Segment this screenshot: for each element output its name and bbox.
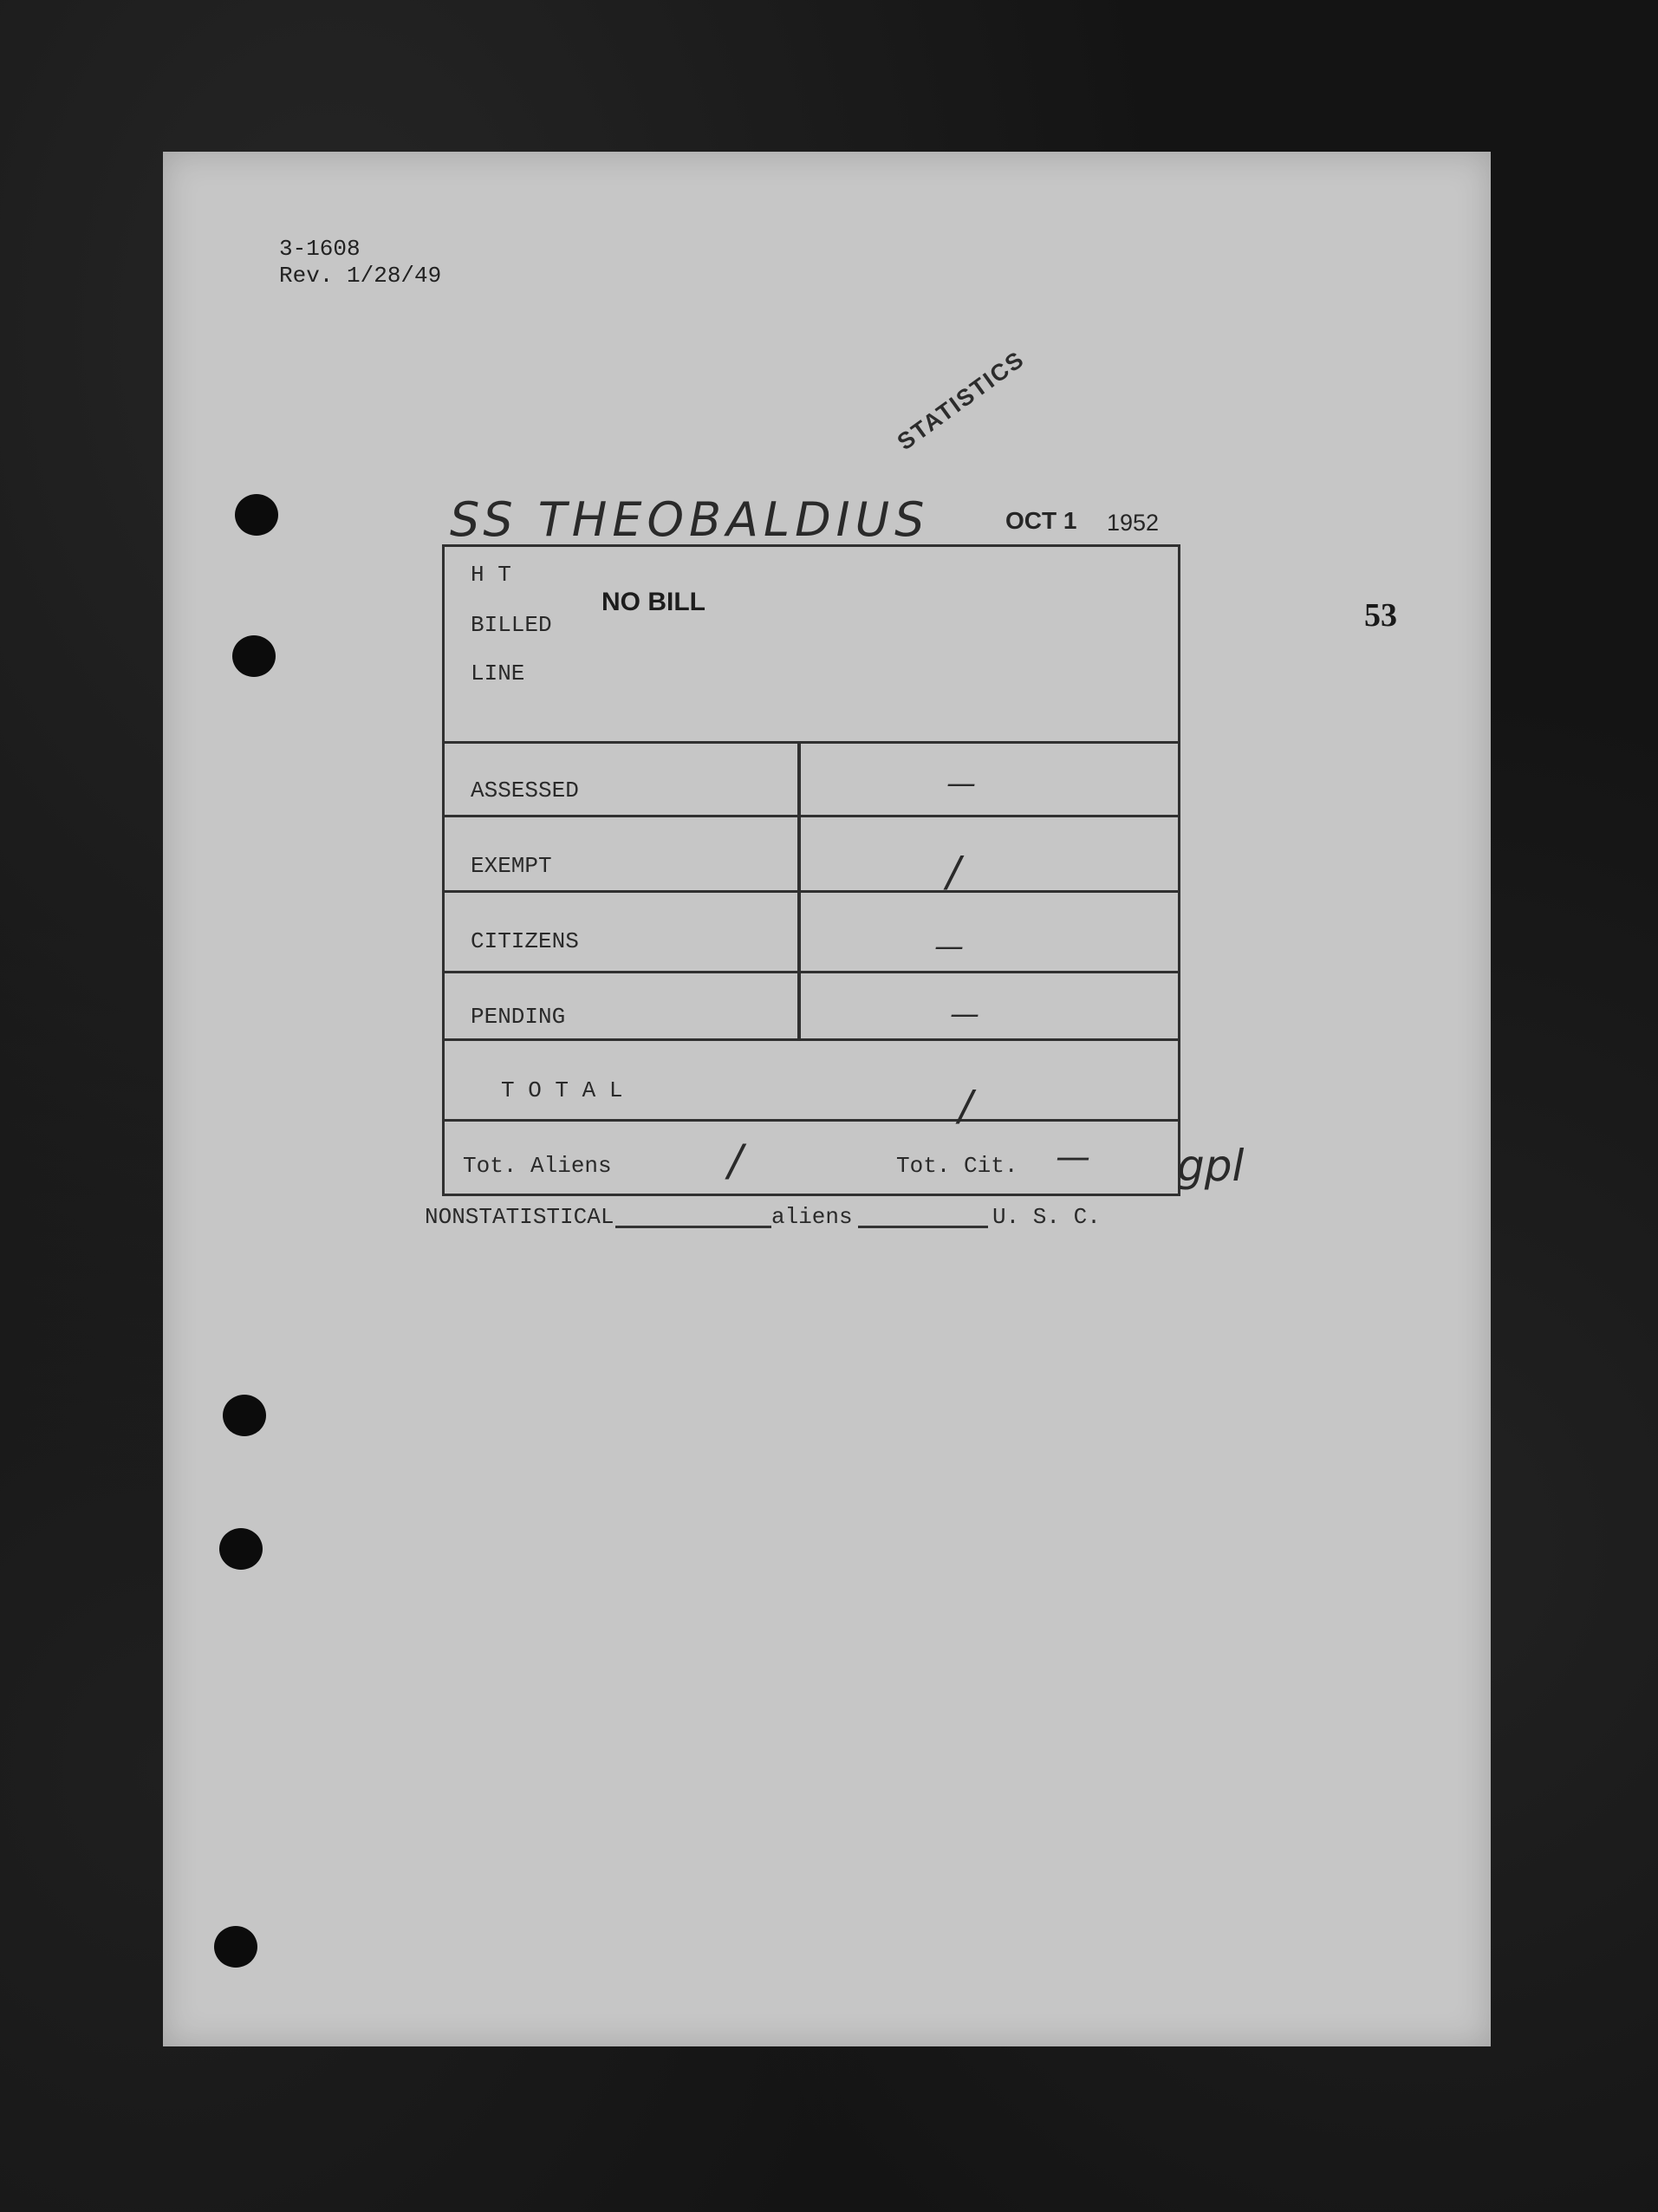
- assessed-value: —: [946, 766, 976, 801]
- form-number: 3-1608: [279, 236, 361, 262]
- no-bill-stamp: NO BILL: [601, 588, 705, 616]
- date-year: 1952: [1107, 510, 1160, 536]
- divider: [442, 815, 1180, 817]
- punch-hole: [232, 635, 276, 677]
- column-divider: [797, 744, 801, 1038]
- aliens-blank: [858, 1226, 988, 1228]
- vessel-name: SS THEOBALDIUS: [446, 496, 934, 547]
- punch-hole: [223, 1395, 266, 1436]
- total-value: /: [959, 1082, 973, 1130]
- exempt-value: /: [946, 848, 961, 896]
- punch-hole: [214, 1926, 257, 1968]
- tot-aliens-label: Tot. Aliens: [463, 1153, 612, 1179]
- ht-label: H T: [471, 562, 511, 588]
- divider: [442, 1038, 1180, 1041]
- tot-aliens-value: /: [728, 1135, 743, 1186]
- assessed-label: ASSESSED: [471, 777, 579, 803]
- total-label: T O T A L: [501, 1077, 623, 1103]
- billed-label: BILLED: [471, 612, 552, 638]
- page-number: 53: [1364, 597, 1397, 634]
- nonstatistical-label: NONSTATISTICAL: [425, 1204, 614, 1230]
- tot-cit-label: Tot. Cit.: [896, 1153, 1018, 1179]
- usc-label: U. S. C.: [992, 1204, 1101, 1230]
- citizens-value: —: [934, 929, 964, 964]
- statistics-stamp: STATISTICS: [892, 345, 1030, 456]
- punch-hole: [235, 494, 278, 536]
- tot-cit-value: —: [1056, 1137, 1090, 1177]
- citizens-label: CITIZENS: [471, 928, 579, 954]
- pending-value: —: [950, 997, 979, 1031]
- punch-hole: [219, 1528, 263, 1570]
- divider: [442, 741, 1180, 744]
- pending-label: PENDING: [471, 1004, 566, 1030]
- divider: [442, 890, 1180, 893]
- exempt-label: EXEMPT: [471, 853, 552, 879]
- divider: [442, 971, 1180, 973]
- divider: [442, 1119, 1180, 1122]
- initials: gpl: [1177, 1141, 1245, 1191]
- nonstatistical-blank: [615, 1226, 771, 1228]
- line-label: LINE: [471, 660, 525, 686]
- aliens-label: aliens: [771, 1204, 853, 1230]
- revision-date: Rev. 1/28/49: [279, 263, 442, 289]
- date-stamp: OCT 1: [1005, 507, 1077, 534]
